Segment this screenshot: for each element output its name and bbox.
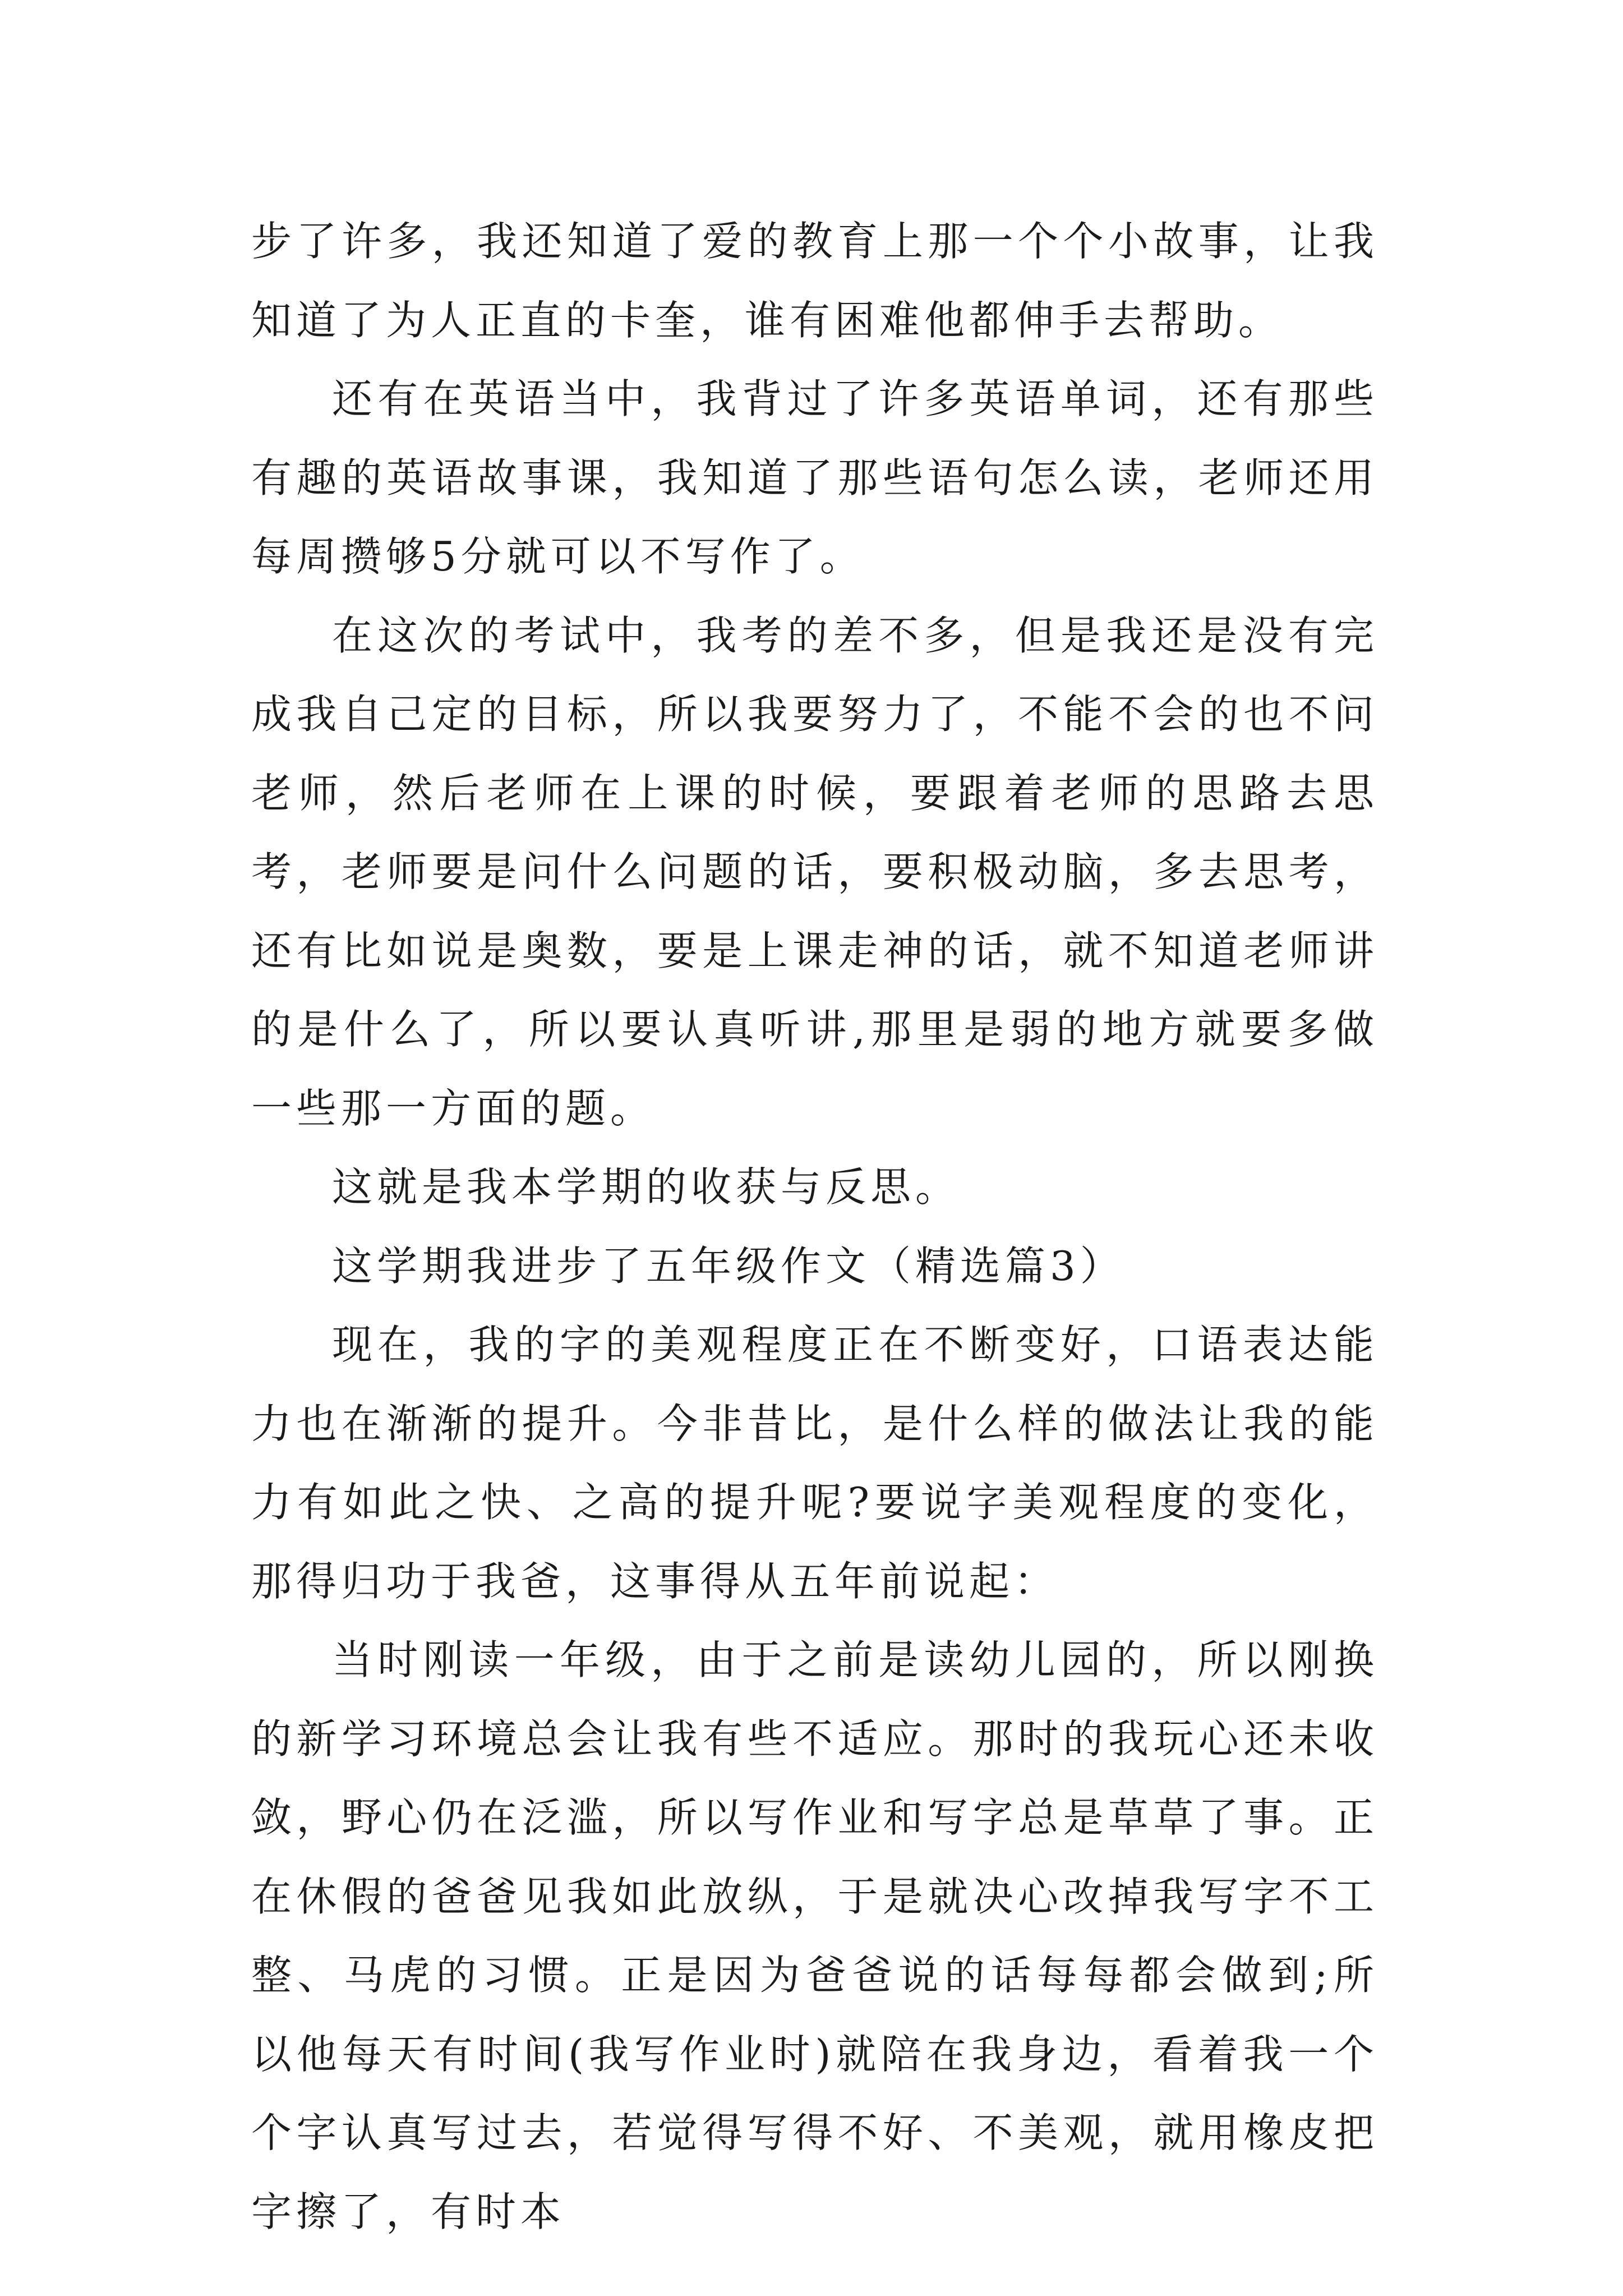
- section-heading: 这学期我进步了五年级作文（精选篇3）: [332, 1242, 1125, 1290]
- paragraph-4: 这就是我本学期的收获与反思。: [332, 1163, 961, 1211]
- paragraph-1: 步了许多，我还知道了爱的教育上那一个个小故事，让我知道了为人正直的卡奎，谁有困难他都伸手去帮助。: [251, 218, 1378, 344]
- document-body: [251, 202, 1378, 2251]
- paragraph-5: 现在，我的字的美观程度正在不断变好，口语表达能力也在渐渐的提升。今非昔比，是什么样的做法让我的能力有如此之快、之高的提升呢?要说字美观程度的变化，那得归功于我爸，这事得从五年前说起：: [251, 1321, 1378, 1605]
- paragraph-2: 还有在英语当中，我背过了许多英语单词，还有那些有趣的英语故事课，我知道了那些语句怎么读，老师还用每周攒够5分就可以不写作了。: [251, 375, 1378, 580]
- paragraph-6: 当时刚读一年级，由于之前是读幼儿园的，所以刚换的新学习环境总会让我有些不适应。那时的我玩心还未收敛，野心仍在泛滥，所以写作业和写字总是草草了事。正在休假的爸爸见我如此放纵，于是就决心改掉我写字不工整、马虎的习惯。正是因为爸爸说的话每每都会做到;所以他每天有时间(我写作业时)就陪在我身边，看着我一个个字认真写过去，若觉得写得不好、不美观，就用橡皮把字擦了，有时本: [251, 1636, 1378, 2235]
- paragraph-3: 在这次的考试中，我考的差不多，但是我还是没有完成我自己定的目标，所以我要努力了，不能不会的也不问老师，然后老师在上课的时候，要跟着老师的思路去思考，老师要是问什么问题的话，要积极动脑，多去思考，还有比如说是奥数，要是上课走神的话，就不知道老师讲的是什么了，所以要认真听讲,那里是弱的地方就要多做一些那一方面的题。: [251, 611, 1378, 1132]
